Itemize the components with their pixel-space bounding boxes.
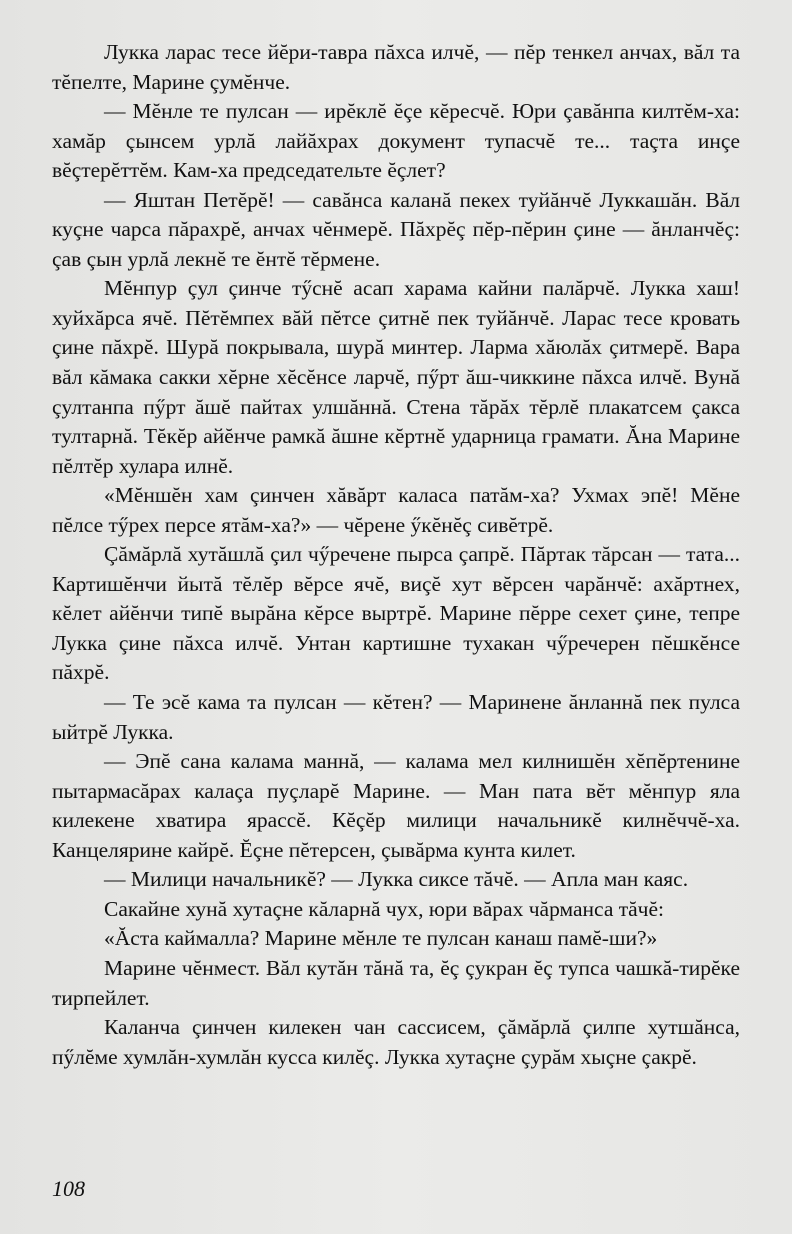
- paragraph: — Эпĕ сана калама маннă, — калама мел килнишĕн хĕпĕртенине пытармасăрах калаçа пуçларĕ Марине. — Ман пата вĕт мĕнпур яла килекене хватира ярассĕ. Кĕçĕр милици начальникĕ килнĕччĕ-ха. Канцелярине кайрĕ. Ĕçне пĕтерсен, çывăрма кунта килет.: [52, 749, 740, 862]
- paragraph: — Мĕнле те пулсан — ирĕклĕ ĕçе кĕресчĕ. Юри çавăнпа килтĕм-ха: хамăр çынсем урлă лайăхрах документ тупасчĕ те... таçта инçе вĕçтерĕттĕм. Кам-ха председательте ĕçлет?: [52, 99, 740, 183]
- paragraph: «Ăста каймалла? Марине мĕнле те пулсан канаш памĕ-ши?»: [104, 926, 658, 951]
- paragraph: Çăмăрлă хутăшлă çил чӳречене пырса çапрĕ. Пăртак тăрсан — тата... Картишĕнчи йытă тĕлĕр вĕрсе ячĕ, виçĕ хут вĕрсен чарăнчĕ: ахăртнех, кĕлет айĕнчи типĕ вырăна кĕрсе выртрĕ. Марине пĕрре сехет çине, тепре Лукка çине пăхса илчĕ. Унтан картишне тухакан чӳречерен пĕшкĕнсе пăхрĕ.: [52, 542, 740, 685]
- paragraph: — Те эсĕ кама та пулсан — кĕтен? — Маринене ăнланнă пек пулса ыйтрĕ Лукка.: [52, 690, 740, 744]
- paragraph: Сакайне хунă хутаçне кăларнă чух, юри вăрах чăрманса тăчĕ:: [104, 896, 665, 921]
- paragraph: Каланча çинчен килекен чан сассисем, çăмăрлă çилпе хутшăнса, пӳлĕме хумлăн-хумлăн кусса килĕç. Лукка хутаçне çурăм хыçне çакрĕ.: [52, 1015, 740, 1069]
- paragraph: Марине чĕнмест. Вăл кутăн тăнă та, ĕç çукран ĕç тупса чашкă-тирĕке тирпейлет.: [52, 955, 740, 1010]
- page-text-block: [52, 38, 740, 1072]
- paragraph: Лукка ларас тесе йĕри-тавра пăхса илчĕ, — пĕр тенкел анчах, вăл та тĕпелте, Марине çумĕнче.: [52, 40, 740, 94]
- paragraph: — Милици начальникĕ? — Лукка сиксе тăчĕ. — Апла ман каяс.: [104, 867, 689, 892]
- page-number: 108: [52, 1176, 85, 1201]
- paragraph: «Мĕншĕн хам çинчен хăвăрт каласа патăм-ха? Ухмах эпĕ! Мĕне пĕлсе тӳрех персе ятăм-ха?» — чĕрене ӳкĕнĕç сивĕтрĕ.: [52, 483, 740, 537]
- paragraph: — Яштан Петĕрĕ! — савăнса каланă пекех туйăнчĕ Луккашăн. Вăл куçне чарса пăрахрĕ, анчах чĕнмерĕ. Пăхрĕç пĕр-пĕрин çине — ăнланчĕç: çав çын урлă лекнĕ те ĕнтĕ тĕрмене.: [52, 187, 740, 271]
- paragraph: Мĕнпур çул çинче тӳснĕ асап харама кайни палăрчĕ. Лукка хаш! хуйхăрса ячĕ. Пĕтĕмпех вăй пĕтсе çитнĕ пек туйăнчĕ. Ларас тесе кровать çине пăхрĕ. Шурă покрывала, шурă минтер. Ларма хăюлăх çитмерĕ. Вара вăл кăмака сакки хĕрне хĕсĕнсе ларчĕ, пӳрт ăш-чиккине пăхса илчĕ. Вунă çултанпа пӳрт ăшĕ пайтах улшăннă. Стена тăрăх тĕрлĕ плакатсем çакса тултарнă. Тĕкĕр айĕнче рамкă ăшне кĕртнĕ ударница грамати. Ăна Марине пĕлтĕр хулара илнĕ.: [52, 276, 740, 478]
